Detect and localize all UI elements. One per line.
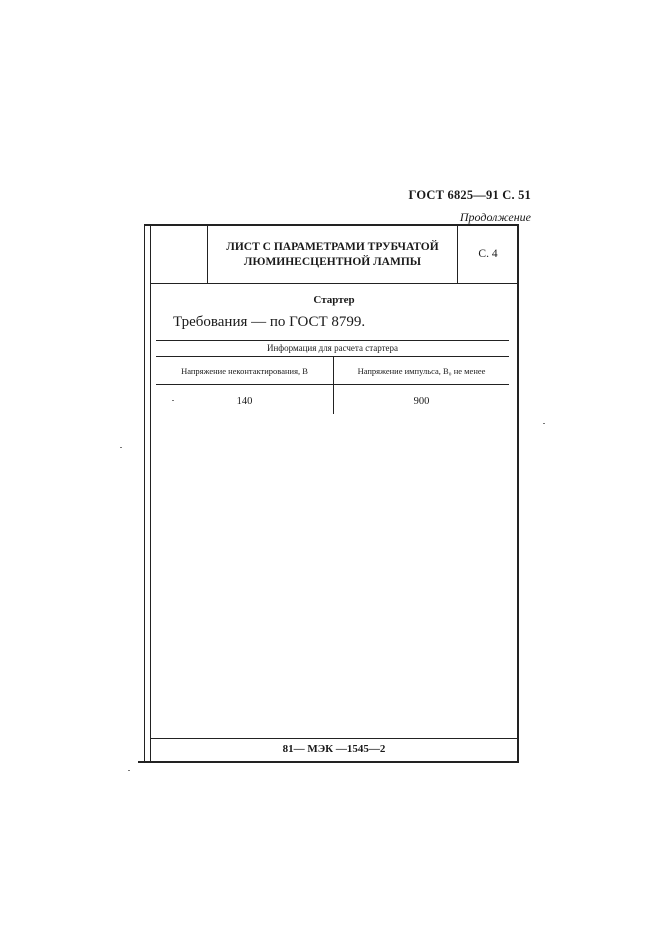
document-code: ГОСТ 6825—91 С. 51 <box>408 188 531 202</box>
table-cell-pulse-voltage: 900 <box>413 396 430 407</box>
frame-left-border-outer <box>144 224 145 761</box>
scan-speck <box>120 447 122 448</box>
column-header-pulse-voltage: Напряжение импульса, В₀ не менее <box>357 366 486 376</box>
table-caption: Информация для расчета стартера <box>266 343 399 353</box>
column-header-non-contact-voltage: Напряжение неконтактирования, В <box>181 366 308 376</box>
section-heading: Стартер <box>313 294 355 306</box>
scan-speck <box>172 400 174 401</box>
frame-bottom-border <box>138 761 519 763</box>
sheet-number: С. 4 <box>478 248 498 260</box>
title-block-bottom-border <box>150 283 518 284</box>
continuation-label: Продолжение <box>459 210 531 224</box>
footer-code: 81— МЭК —1545—2 <box>282 743 386 755</box>
table-header-divider <box>156 384 509 385</box>
table-top-border <box>156 340 509 341</box>
sheet-title-line-1: ЛИСТ С ПАРАМЕТРАМИ ТРУБЧАТОЙ <box>226 241 439 253</box>
table-cell-non-contact-voltage: 140 <box>236 396 253 407</box>
sheet-title <box>208 240 457 270</box>
frame-top-border <box>144 224 519 226</box>
sheet-title-line-2: ЛЮМИНЕСЦЕНТНОЙ ЛАМПЫ <box>243 256 422 268</box>
requirements-text: Требования — по ГОСТ 8799. <box>173 314 366 330</box>
scan-speck <box>543 423 545 424</box>
footer-divider <box>150 738 518 739</box>
scan-speck <box>128 770 130 771</box>
